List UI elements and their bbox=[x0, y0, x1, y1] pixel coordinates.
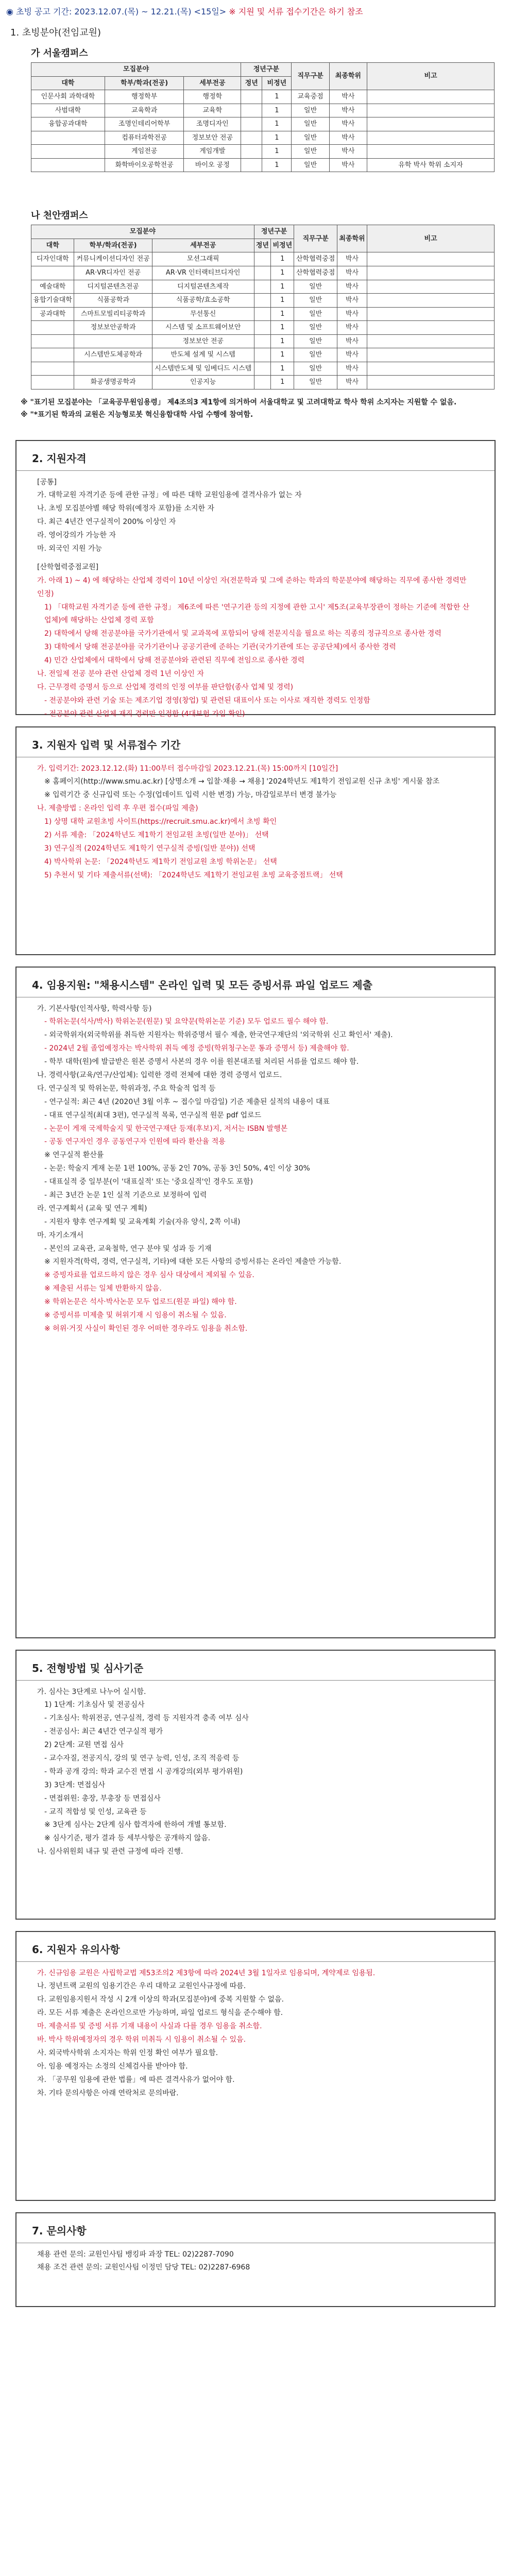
text-line: 3) 대학에서 당해 전공분야를 국가기관이나 공공기관에 준하는 기관(국가기관에 또는 공공단체)에서 종사한 경력 bbox=[44, 643, 396, 652]
col-major: 세부전공 bbox=[184, 76, 241, 90]
table-row bbox=[31, 294, 495, 308]
table-row bbox=[31, 307, 495, 321]
text-line: 나. 경력사항(교육/연구/산업체): 입력한 경력 전체에 대한 경력 증명서 업로드. bbox=[37, 1071, 282, 1079]
table-row bbox=[31, 131, 495, 145]
text-line: 나. 초빙 모집분야별 해당 학위(예정자 포함)를 소지한 자 bbox=[37, 504, 215, 513]
text-line: - 학위논문(석사/박사) 학위논문(원문) 및 요약문(학위논문 기준) 모두 업로드 필수 해야 함. bbox=[44, 1018, 329, 1026]
table-cell: 박사 bbox=[329, 90, 367, 104]
section-5-box bbox=[15, 1650, 496, 1920]
section-1 bbox=[0, 25, 511, 421]
text-line: - 2024년 2월 졸업예정자는 박사학위 취득 예정 증빙(학위청구논문 통과 증명서 등) 제출해야 함. bbox=[44, 1044, 349, 1053]
table-cell bbox=[31, 145, 105, 159]
table-cell: 행정학 bbox=[184, 90, 241, 104]
table-cell bbox=[241, 117, 262, 131]
text-line: 아. 임용 예정자는 소정의 신체검사를 받아야 함. bbox=[37, 2062, 188, 2071]
table-cell: 정보보안 전공 bbox=[152, 334, 254, 348]
table-cell: 박사 bbox=[329, 104, 367, 117]
table-cell: 1 bbox=[271, 362, 294, 376]
text-line: ※ 지원자격(학력, 경력, 연구실적, 기타)에 대한 모든 사항의 증빙서류는 온라인 제출만 가능함. bbox=[44, 1258, 342, 1266]
text-line: - 논문: 학술지 게재 논문 1편 100%, 공동 2인 70%, 공동 3인 50%, 4인 이상 30% bbox=[44, 1164, 310, 1173]
table-cell: 1 bbox=[262, 158, 292, 172]
table-cell bbox=[367, 348, 495, 362]
table-cell: 일반 bbox=[294, 362, 337, 376]
text-line: ※ 심사기준, 평가 결과 등 세부사항은 공개하지 않음. bbox=[44, 1834, 211, 1843]
text-line: ※ 증빙서류 미제출 및 허위기재 시 임용이 취소될 수 있음. bbox=[44, 1311, 227, 1320]
table-cell: 박사 bbox=[337, 307, 367, 321]
section-2-body bbox=[16, 471, 495, 728]
col-job: 직무구분 bbox=[292, 63, 329, 90]
col-tenure: 정년 bbox=[254, 239, 271, 252]
table-cell: 박사 bbox=[337, 334, 367, 348]
text-line: - 외국학위자(외국학위를 취득한 지원자는 학위증명서 필수 제출, 한국연구재단의 '외국학위 신고 확인서' 제출). bbox=[44, 1031, 393, 1040]
text-line: ※ 입력기간 중 신규입력 또는 수정(업데이트 입력 시한 변경) 가능, 마감일로부터 변경 불가능 bbox=[44, 791, 337, 800]
text-line: 라. 연구계획서 (교육 및 연구 계획) bbox=[37, 1204, 147, 1213]
text-line: 가. 기본사항(인적사항, 학력사항 등) bbox=[37, 1004, 152, 1013]
text-line: 다. 최근 4년간 연구실적이 200% 이상인 자 bbox=[37, 518, 176, 527]
text-line: ※ 홈페이지(http://www.smu.ac.kr) [상명소개 → 입찰·채용 → 채용] '2024학년도 제1학기 전임교원 신규 초빙' 게시물 참조 bbox=[44, 777, 440, 786]
table-cell bbox=[254, 362, 271, 376]
table-cell: 일반 bbox=[294, 334, 337, 348]
table-cell: 일반 bbox=[292, 158, 329, 172]
table-cell: 융합공과대학 bbox=[31, 117, 105, 131]
cheonan-table-body bbox=[31, 252, 495, 389]
table-row bbox=[31, 117, 495, 131]
table-cell: 산학협력중점 bbox=[294, 252, 337, 266]
table-cell bbox=[254, 307, 271, 321]
table-cell: AR·VR디자인 전공 bbox=[74, 266, 152, 280]
text-line: 가. 신규임용 교원은 사립학교법 제53조의2 제3항에 따라 2024년 3월 1일자로 임용되며, 계약제로 임용됨. bbox=[37, 1969, 376, 1977]
section-3-box bbox=[15, 726, 496, 955]
text-line: - 대표실적 중 일부분(이 '대표실적' 또는 '중요실적'인 경우도 포함) bbox=[44, 1178, 253, 1187]
col-tenure: 정년 bbox=[241, 76, 262, 90]
text-line: 4) 민간 산업체에서 대학에서 당해 전공분야와 관련된 직무에 전임으로 종사한 경력 bbox=[44, 656, 305, 665]
text-line: - 전공분야와 관련 기술 또는 제조기업 경영(창업) 및 관련된 대표이사 또는 이사로 재직한 경력도 인정함 bbox=[44, 696, 370, 705]
table-cell bbox=[367, 90, 495, 104]
text-line: ※ 허위·거짓 사실이 확인된 경우 어떠한 경우라도 임용을 취소함. bbox=[44, 1324, 248, 1333]
col-major: 세부전공 bbox=[152, 239, 254, 252]
table-cell: 시스템반도체공학과 bbox=[74, 348, 152, 362]
section-1-notes bbox=[21, 397, 490, 421]
table-cell: 반도체 설계 및 시스템 bbox=[152, 348, 254, 362]
table-cell: 인공지능 bbox=[152, 376, 254, 389]
table-cell: 1 bbox=[271, 307, 294, 321]
table-row bbox=[31, 280, 495, 294]
text-line: 5) 추천서 및 기타 제출서류(선택): 「2024학년도 제1학기 전임교원 초빙 교육중점트랙」 선택 bbox=[44, 871, 343, 879]
table-row bbox=[31, 348, 495, 362]
text-line: ※ 증빙자료를 업로드하지 않은 경우 심사 대상에서 제외될 수 있음. bbox=[44, 1271, 254, 1280]
table-cell: 교육중점 bbox=[292, 90, 329, 104]
section-5-title: 5. 전형방법 및 심사기준 bbox=[16, 1651, 495, 1681]
table-cell: 박사 bbox=[337, 294, 367, 308]
table-cell: 일반 bbox=[292, 117, 329, 131]
table-cell: 커뮤니케이션디자인 전공 bbox=[74, 252, 152, 266]
table-cell: 1 bbox=[262, 104, 292, 117]
table-row bbox=[31, 104, 495, 117]
announce-note: ※ 지원 및 서류 접수기간은 하기 참조 bbox=[229, 7, 363, 16]
table-row bbox=[31, 266, 495, 280]
table-row bbox=[31, 376, 495, 389]
table-cell: AR·VR 인터랙티브디자인 bbox=[152, 266, 254, 280]
section-6-box bbox=[15, 1931, 496, 2201]
table-cell: 스마트모빌리티공학과 bbox=[74, 307, 152, 321]
table-cell: 바이오 공정 bbox=[184, 158, 241, 172]
text-line: ※ 학위논문은 석사·박사논문 모두 업로드(원문 파일) 해야 함. bbox=[44, 1298, 237, 1307]
header-group-2: 정년구분 bbox=[254, 225, 294, 239]
col-college: 대학 bbox=[31, 76, 105, 90]
table-cell: 게임개발 bbox=[184, 145, 241, 159]
table-cell: 사범대학 bbox=[31, 104, 105, 117]
table-cell bbox=[241, 131, 262, 145]
table-cell: 디지털콘텐츠제작 bbox=[152, 280, 254, 294]
table-cell bbox=[367, 307, 495, 321]
cheonan-campus-title: 나 천안캠퍼스 bbox=[31, 210, 88, 222]
table-cell: 인문사회 과학대학 bbox=[31, 90, 105, 104]
section-4-body bbox=[16, 997, 495, 1343]
table-cell: 화학바이오공학전공 bbox=[105, 158, 184, 172]
text-line: - 최근 3년간 논문 1인 실적 기준으로 보정하여 입력 bbox=[44, 1191, 207, 1199]
section-2-box bbox=[15, 440, 496, 718]
text-line: 다. 근무경력 증명서 등으로 산업체 경력의 인정 여부를 판단함(종사 업체 및 경력) bbox=[37, 683, 294, 691]
section-7-box bbox=[15, 2212, 496, 2307]
table-cell: 박사 bbox=[337, 376, 367, 389]
table-cell bbox=[31, 131, 105, 145]
text-line: [산학협력중점교원] bbox=[37, 563, 99, 571]
section-7-title: 7. 문의사항 bbox=[16, 2213, 495, 2243]
col-nontenure: 비정년 bbox=[271, 239, 294, 252]
table-cell bbox=[367, 334, 495, 348]
table-cell: 1 bbox=[262, 131, 292, 145]
table-row bbox=[31, 252, 495, 266]
section-3-body bbox=[16, 757, 495, 890]
header-group-1: 모집분야 bbox=[31, 63, 241, 77]
section-4-box bbox=[15, 967, 496, 1638]
text-line: - 본인의 교육관, 교육철학, 연구 분야 및 성과 등 기재 bbox=[44, 1244, 212, 1253]
table-cell bbox=[254, 294, 271, 308]
table-cell bbox=[367, 362, 495, 376]
table-cell: 박사 bbox=[337, 362, 367, 376]
table-cell: 교육학과 bbox=[105, 104, 184, 117]
table-cell: 공과대학 bbox=[31, 307, 74, 321]
table-cell: 시스템반도체 및 임베디드 시스템 bbox=[152, 362, 254, 376]
table-cell: 일반 bbox=[294, 321, 337, 335]
text-line bbox=[37, 556, 474, 561]
text-line: 나. 심사위원회 내규 및 관련 규정에 따라 진행. bbox=[37, 1848, 183, 1856]
col-job: 직무구분 bbox=[294, 225, 337, 252]
text-line: - 지원자 향후 연구계획 및 교육계획 기술(자유 양식, 2쪽 이내) bbox=[44, 1217, 241, 1226]
table-cell: 융합기술대학 bbox=[31, 294, 74, 308]
section-6-body bbox=[16, 1962, 495, 2108]
text-line: 가. 아래 1) ~ 4) 에 해당하는 산업체 경력이 10년 이상인 자(전문학과 및 그에 준하는 학과의 학문분야에 해당하는 직무에 종사한 경력만 인정) bbox=[37, 576, 467, 598]
table-cell: 1 bbox=[271, 334, 294, 348]
col-dept: 학부/학과(전공) bbox=[74, 239, 152, 252]
table-cell: 1 bbox=[271, 266, 294, 280]
table-cell bbox=[254, 266, 271, 280]
table-cell: 박사 bbox=[329, 145, 367, 159]
table-cell: 1 bbox=[262, 117, 292, 131]
section-5-body bbox=[16, 1681, 495, 1867]
table-cell: 1 bbox=[271, 321, 294, 335]
section-7-body bbox=[16, 2243, 495, 2282]
table-cell: 1 bbox=[271, 348, 294, 362]
table-cell bbox=[367, 117, 495, 131]
text-line: 마. 자기소개서 bbox=[37, 1231, 84, 1240]
table-cell: 박사 bbox=[337, 252, 367, 266]
text-line: 라. 영어강의가 가능한 자 bbox=[37, 531, 116, 540]
table-cell: 무선통신 bbox=[152, 307, 254, 321]
table-cell: 1 bbox=[271, 280, 294, 294]
table-cell: 일반 bbox=[292, 145, 329, 159]
table-cell bbox=[31, 376, 74, 389]
table-cell: 화공생명공학과 bbox=[74, 376, 152, 389]
table-cell: 조명인테리어학부 bbox=[105, 117, 184, 131]
text-line: [공통] bbox=[37, 478, 57, 486]
table-cell: 교육학 bbox=[184, 104, 241, 117]
table-cell: 박사 bbox=[329, 131, 367, 145]
table-cell bbox=[241, 90, 262, 104]
table-cell bbox=[367, 321, 495, 335]
table-cell: 박사 bbox=[337, 348, 367, 362]
text-line: 채용 조건 관련 문의: 교원인사팀 이정민 담당 TEL: 02)2287-6968 bbox=[37, 2263, 250, 2272]
header-group-1: 모집분야 bbox=[31, 225, 254, 239]
text-line: - 대표 연구실적(최대 3편), 연구실적 목록, 연구실적 원문 pdf 업로드 bbox=[44, 1111, 262, 1120]
table-cell bbox=[31, 158, 105, 172]
text-line: - 교직 적합성 및 인성, 교육관 등 bbox=[44, 1807, 147, 1816]
text-line: 다. 교원임용지원서 작성 시 2개 이상의 학과(모집분야)에 중복 지원할 수 없음. bbox=[37, 1995, 284, 2004]
text-line: 나. 정년트랙 교원의 임용기간은 우리 대학교 교원인사규정에 따름. bbox=[37, 1982, 246, 1991]
seoul-table bbox=[31, 62, 495, 172]
table-cell: 박사 bbox=[337, 280, 367, 294]
text-line: - 연구실적: 최근 4년 (2020년 3월 이후 ~ 접수일 마감일) 기준 제출된 실적의 내용이 대표 bbox=[44, 1097, 330, 1106]
text-line: - 전공심사: 최근 4년간 연구실적 평가 bbox=[44, 1727, 163, 1736]
table-cell bbox=[241, 145, 262, 159]
text-line: - 교수자질, 전공지식, 강의 및 연구 능력, 인성, 조직 적응력 등 bbox=[44, 1754, 240, 1762]
section-1-title: 1. 초빙분야(전임교원) bbox=[10, 27, 101, 38]
text-line: - 전공분야 관련 산업체 재직 경력만 인정함 (4대보험 가입 확인) bbox=[44, 709, 245, 718]
table-row bbox=[31, 334, 495, 348]
table-cell: 일반 bbox=[294, 294, 337, 308]
text-line: 1) 상명 대학 교원초빙 사이트(https://recruit.smu.ac.kr)에서 초빙 확인 bbox=[44, 818, 277, 826]
table-cell: 박사 bbox=[337, 266, 367, 280]
table-cell: 정보보안 전공 bbox=[184, 131, 241, 145]
text-line: 1) 1단계: 기초심사 및 전공심사 bbox=[44, 1701, 145, 1709]
text-line: 자. 「공무원 임용에 관한 법률」에 따른 결격사유가 없어야 함. bbox=[37, 2075, 235, 2084]
col-remark: 비고 bbox=[367, 225, 495, 252]
table-cell bbox=[367, 104, 495, 117]
text-line: - 면접위원: 총장, 부총장 등 면접심사 bbox=[44, 1794, 161, 1803]
table-cell: 모션그래픽 bbox=[152, 252, 254, 266]
cheonan-table bbox=[31, 225, 495, 389]
section-6-title: 6. 지원자 유의사항 bbox=[16, 1932, 495, 1962]
table-cell: 식품공학과 bbox=[74, 294, 152, 308]
table-cell bbox=[254, 376, 271, 389]
text-line: 바. 박사 학위예정자의 경우 학위 미취득 시 임용이 취소될 수 있음. bbox=[37, 2035, 246, 2044]
text-line: 3) 연구실적 (2024학년도 제1학기 연구실적 증빙(일반 분야)) 선택 bbox=[44, 844, 256, 853]
seoul-table-body bbox=[31, 90, 495, 172]
table-cell: 일반 bbox=[292, 104, 329, 117]
col-remark: 비고 bbox=[367, 63, 495, 90]
text-line: 가. 대학교원 자격기준 등에 관한 규정」에 따른 대학 교원임용에 결격사유가 없는 자 bbox=[37, 491, 302, 500]
text-line: 가. 심사는 3단계로 나누어 실시함. bbox=[37, 1687, 146, 1696]
table-cell: 1 bbox=[271, 252, 294, 266]
table-cell: 1 bbox=[262, 145, 292, 159]
text-line: 3) 3단계: 면접심사 bbox=[44, 1781, 106, 1789]
text-line: - 논문이 게재 국제학술지 및 한국연구재단 등재(후보)지, 저서는 ISBN 발행본 bbox=[44, 1124, 288, 1133]
announce-date: ◉ 초빙 공고 기간: 2023.12.07.(목) ~ 12.21.(목) <15일> bbox=[6, 7, 227, 16]
section-4-title: 4. 임용지원: "채용시스템" 온라인 입력 및 모든 증빙서류 파일 업로드 제출 bbox=[16, 968, 495, 997]
text-line: - 학부 대학(원)에 발급받은 원본 증명서 사본의 경우 이를 원본대조필 처리된 서류를 업로드 해야 함. bbox=[44, 1058, 359, 1066]
table-cell bbox=[367, 266, 495, 280]
table-cell bbox=[31, 334, 74, 348]
table-row bbox=[31, 90, 495, 104]
table-row bbox=[31, 321, 495, 335]
table-cell: 게임전공 bbox=[105, 145, 184, 159]
text-line: 1) 「대학교원 자격기준 등에 관한 규정」 제6조에 따른 '연구기관 등의 지정에 관한 고시' 제5조(교육부장관이 정하는 기준에 적합한 산업체)에 해당하는 산업체 경력 포함 bbox=[44, 603, 470, 625]
table-cell bbox=[31, 266, 74, 280]
table-cell bbox=[367, 252, 495, 266]
table-cell: 1 bbox=[271, 376, 294, 389]
table-row bbox=[31, 158, 495, 172]
table-cell bbox=[367, 280, 495, 294]
text-line: ※ 3단계 심사는 2단계 심사 합격자에 한하여 개별 통보함. bbox=[44, 1821, 227, 1829]
text-line: ※ 연구실적 환산률 bbox=[44, 1151, 104, 1160]
table-cell: 조명디자인 bbox=[184, 117, 241, 131]
table-cell: 식품공학/효소공학 bbox=[152, 294, 254, 308]
table-cell: 일반 bbox=[294, 348, 337, 362]
table-row bbox=[31, 362, 495, 376]
section-2-title: 2. 지원자격 bbox=[16, 441, 495, 471]
col-degree: 최종학위 bbox=[329, 63, 367, 90]
text-line: 가. 입력기간: 2023.12.12.(화) 11:00부터 접수마감일 2023.12.21.(목) 15:00까지 [10일간] bbox=[37, 764, 338, 773]
text-line: 2) 대학에서 당해 전공분야를 국가기관에서 및 교과목에 포함되어 당해 전문지식을 필요로 하는 직종의 정규직으로 종사한 경력 bbox=[44, 630, 441, 638]
table-row bbox=[31, 145, 495, 159]
text-line: - 공동 연구자인 경우 공동연구자 인원에 따라 환산율 적용 bbox=[44, 1138, 226, 1146]
table-cell: 유학 박사 학위 소지자 bbox=[367, 158, 495, 172]
table-cell: 시스템 및 소프트웨어보안 bbox=[152, 321, 254, 335]
table-cell: 일반 bbox=[294, 376, 337, 389]
header-group-2: 정년구분 bbox=[241, 63, 292, 77]
table-cell: 박사 bbox=[337, 321, 367, 335]
table-cell bbox=[254, 348, 271, 362]
table-cell bbox=[241, 104, 262, 117]
text-line: 다. 연구실적 및 학위논문, 학위과정, 주요 학술적 업적 등 bbox=[37, 1084, 216, 1093]
table-cell: 1 bbox=[271, 294, 294, 308]
announce-line bbox=[6, 5, 505, 17]
text-line: 마. 외국인 지원 가능 bbox=[37, 544, 102, 553]
table-cell: 1 bbox=[262, 90, 292, 104]
table-cell: 디자인대학 bbox=[31, 252, 74, 266]
table-cell: 일반 bbox=[294, 280, 337, 294]
col-nontenure: 비정년 bbox=[262, 76, 292, 90]
table-cell bbox=[31, 321, 74, 335]
table-cell bbox=[254, 321, 271, 335]
col-degree: 최종학위 bbox=[337, 225, 367, 252]
col-dept: 학부/학과(전공) bbox=[105, 76, 184, 90]
table-cell bbox=[74, 362, 152, 376]
table-cell: 일반 bbox=[292, 131, 329, 145]
table-cell bbox=[241, 158, 262, 172]
text-line: 2) 서류 제출: 「2024학년도 제1학기 전임교원 초빙(일반 분야)」 선택 bbox=[44, 831, 269, 839]
table-cell: 정보보안공학과 bbox=[74, 321, 152, 335]
table-cell bbox=[31, 348, 74, 362]
table-cell bbox=[254, 334, 271, 348]
text-line: 나. 제출방법 : 온라인 입력 후 우편 접수(파일 제출) bbox=[37, 804, 198, 813]
table-cell bbox=[367, 294, 495, 308]
table-cell bbox=[74, 334, 152, 348]
text-line: - 기초심사: 학위전공, 연구실적, 경력 등 지원자격 충족 여부 심사 bbox=[44, 1714, 249, 1723]
text-line: 차. 기타 문의사항은 아래 연락처로 문의바람. bbox=[37, 2089, 179, 2097]
text-line: ※ 제출된 서류는 일체 반환하지 않음. bbox=[44, 1284, 162, 1293]
text-line: 채용 관련 문의: 교원인사팀 뱅킹파 과장 TEL: 02)2287-7090 bbox=[37, 2250, 234, 2259]
note-2: ※ "*표기된 학과의 교원은 지능형로봇 혁신융합대학 사업 수행에 참여함. bbox=[21, 410, 253, 419]
section-3-title: 3. 지원자 입력 및 서류접수 기간 bbox=[16, 727, 495, 757]
table-cell bbox=[254, 252, 271, 266]
text-line: 2) 2단계: 교원 면접 심사 bbox=[44, 1741, 124, 1750]
col-college: 대학 bbox=[31, 239, 74, 252]
table-cell: 컴퓨터과학전공 bbox=[105, 131, 184, 145]
note-1: ※ "표기된 모집분야는 「교육공무원임용령」 제4조의3 제1항에 의거하여 서울대학교 및 고려대학교 학사 학위 소지자는 지원할 수 없음. bbox=[21, 398, 457, 406]
table-cell bbox=[367, 145, 495, 159]
table-cell: 박사 bbox=[329, 158, 367, 172]
text-line: 사. 외국박사학위 소지자는 학위 인정 확인 여부가 필요함. bbox=[37, 2048, 218, 2057]
table-cell bbox=[367, 131, 495, 145]
text-line: 4) 박사학위 논문: 「2024학년도 제1학기 전임교원 초빙 학위논문」 선택 bbox=[44, 857, 277, 866]
text-line: - 학과 공개 강의: 학과 교수진 면접 시 공개강의(외부 평가위원) bbox=[44, 1767, 243, 1776]
seoul-campus-title: 가 서울캠퍼스 bbox=[31, 48, 88, 59]
table-cell bbox=[31, 362, 74, 376]
text-line: 마. 제출서류 및 증빙 서류 기재 내용이 사실과 다를 경우 임용을 취소함. bbox=[37, 2022, 262, 2031]
table-cell: 산학협력중점 bbox=[294, 266, 337, 280]
text-line: 나. 전일제 전공 분야 관련 산업체 경력 1년 이상인 자 bbox=[37, 670, 204, 678]
table-cell: 예술대학 bbox=[31, 280, 74, 294]
table-cell: 행정학부 bbox=[105, 90, 184, 104]
table-cell bbox=[367, 376, 495, 389]
table-cell: 박사 bbox=[329, 117, 367, 131]
table-cell: 일반 bbox=[294, 307, 337, 321]
text-line: 라. 모든 서류 제출은 온라인으로만 가능하며, 파일 업로드 형식을 준수해야 함. bbox=[37, 2009, 283, 2018]
table-cell: 디지털콘텐츠전공 bbox=[74, 280, 152, 294]
table-cell bbox=[254, 280, 271, 294]
